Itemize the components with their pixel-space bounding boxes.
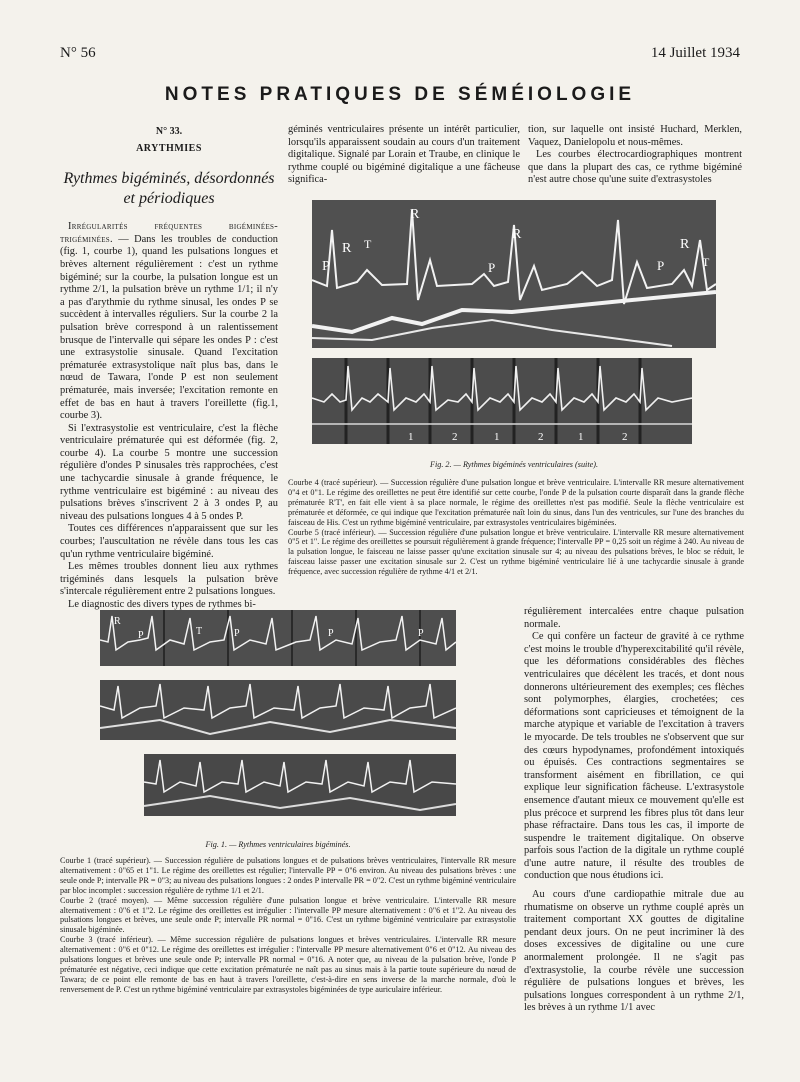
figure-2-lower-trace — [312, 358, 692, 444]
legend-entry: Courbe 4 (tracé supérieur). — Succession régulière d'une pulsation longue et brève ventriculaire. L'intervalle RR mesure alternativement 0"4 et 0"1. Le régime des oreillettes ne peut être identifié sur cette courbe, l'onde P de la pulsation courte disparaît dans la grande flèche prématurée R'T', en fait elle vient à sa place normale, le régime des oreillettes n'est pas modifié. Seule la flèche ventriculaire est prématurée et déformée, ce qui indique que l'excitation prématurée naît loin du sinus, dans l'un des ventricules, sur l'une des branches du faisceau de His. C'est un rythme bigéminé ventriculaire, par extrasystoles ventriculaires bigéminées. — [288, 478, 744, 527]
column-2 — [288, 124, 520, 187]
section-title: ARYTHMIES — [136, 142, 202, 154]
wave-label: T — [196, 626, 203, 637]
paragraph: Au cours d'une cardiopathie mitrale due au rhumatisme on observe un rythme couplé après un traitement comportant XX gouttes de digitaline pendant deux jours. On ne peut incriminer là des doses excessives de digitaline ou une cure anormalement prolongée. Il ne s'agit pas d'extrasystolie, la courbe révèle une succession régulière de pulsations longues et brèves, les pulsations longues correspondent à un rythme 2/1, les brèves à un rythme 1/1 avec — [524, 889, 744, 1014]
column-1 — [60, 124, 278, 612]
figure-1-caption: Fig. 1. — Rythmes ventriculaires bigéminés. — [205, 840, 351, 849]
paragraph: Les courbes électrocardiographiques montrent que dans la plupart des cas, ce rythme bigéminé n'est autre chose qu'une suite d'extrasystoles — [528, 149, 742, 186]
wave-label: P — [657, 258, 665, 273]
figure-1-legend — [60, 856, 516, 995]
issue-number: N° 56 — [60, 45, 96, 61]
wave-label: R — [512, 227, 522, 242]
paragraph: géminés ventriculaires présente un intérêt particulier, lorsqu'ils apparaissent soudain au cours d'un traitement digitalique. Signalé par Lorain et Traube, en clinique le rythme couplé ou bigéminé digitalique a une fâcheuse significa- — [288, 124, 520, 186]
legend-entry: Courbe 1 (tracé supérieur). — Succession régulière de pulsations longues et de pulsations brèves ventriculaires, l'intervalle RR mesure alternativement : 0"65 et 1"1. Le régime des oreillettes est régulier; l'intervalle PP = 0"6 environ. Au niveau des pulsations brèves : une seule onde P; intervalle PR = 0"3; au niveau des pulsations longues : 2 ondes P intervalle PR = 0"2. C'est un rythme bigéminé ventriculaire par bloc incomplet : succession régulière de rythme 1/1 et 2/1. — [60, 856, 516, 895]
wave-label: T — [702, 255, 710, 269]
column-4 — [524, 606, 744, 1015]
legend-entry: Courbe 3 (tracé inférieur). — Même succession régulière de pulsations longues et brèves ventriculaires. L'intervalle RR mesure alternativement : 0"6 et 0"12. Le régime des oreillettes est irrégulier : l'intervalle PP mesure alternativement 0"6 et 0"12. Au niveau des pulsations longues et brèves une seule onde P; intervalle PR normal = 0"16. A noter que, au niveau de la pulsation brève, l'onde P prématurée est négative, ceci indique que cette excitation prématurée ne naît pas au sinus mais à la partie toute supérieure du nœud de Tawara; de ce point elle remonte de bas en haut à travers l'oreillette, c'est-à-dire en sens inverse de la marche normale, d'où le renversement de P. C'est un rythme bigéminé ventriculaire par extrasystoles bigéminées de type auriculaire inférieur. — [60, 935, 516, 994]
strip-label: 2 — [452, 431, 458, 443]
wave-label: P — [234, 628, 240, 639]
paragraph: Si l'extrasystolie est ventriculaire, c'est la flèche ventriculaire prématurée qui est déformée (fig. 2, courbe 4). La courbe 5 montre une succession régulière d'ondes P sinusales très rapprochées, c'est une tachycardie sinusale à grande fréquence, le rythme ventriculaire est bigéminé : au niveau des pulsations brèves s'inscrivent 2 à 3 ondes P, au niveau des pulsations longues 4 à 5 ondes P. — [60, 422, 278, 522]
legend-entry: Courbe 2 (tracé moyen). — Même succession régulière d'une pulsation longue et brève ventriculaire. L'intervalle RR mesure alternativement : 0"6 et 1"2. Le régime des oreillettes est irrégulier : l'intervalle PP mesure alternativement : 0"6 et 1"2. Au niveau des pulsations longues et brèves, une seule onde P; intervalle PR normal = 0"16. C'est un rythme bigéminé ventriculaire par extrasystolie sinusale bigéminée. — [60, 895, 516, 935]
figure-1-image — [100, 610, 456, 820]
column-3 — [528, 124, 742, 187]
figure-2-legend — [288, 478, 744, 577]
strip-label: 1 — [494, 431, 500, 443]
ecg-trace-5 — [312, 358, 692, 444]
ecg-trace-4 — [312, 200, 716, 348]
article-subtitle: Rythmes bigéminés, désordonnés et périodiques — [63, 170, 275, 208]
strip-label: 1 — [578, 431, 584, 443]
strip-label: 1 — [408, 431, 414, 443]
paragraph: — Dans les troubles de conduction (fig. 1, courbe 1), quand les pulsations longues et brèves alternent régulièrement : c'est un rythme bigéminé; sur la courbe, la pulsation longue est un rythme 2/1, la pulsation brève un rythme 1/1; il n'y a pas d'arythmie du rythme sinusal, les ondes P se succèdent à intervalles réguliers. Sur la courbe 2 la pulsation brève correspond à un ralentissement brusque de l'intervalle qui sépare les ondes P : c'est une extrasystolie sinusale. Quand l'excitation prématurée extrasystolique naît plus bas, dans le nœud de Tawara, l'onde P est non seulement prématurée, mais inversée; l'excitation remonte en effet de bas en haut à travers l'oreillette (fig.1, courbe 3). — [60, 233, 278, 422]
paragraph: Toutes ces différences n'apparaissent que sur les courbes; l'auscultation ne révèle dans tous les cas qu'un rythme ventriculaire bigéminé. — [60, 523, 278, 560]
paragraph-lead: Irrégularités fréquentes bigéminées-trigéminées. — [60, 221, 278, 245]
page-title: NOTES PRATIQUES DE SÉMÉIOLOGIE — [164, 84, 636, 105]
figure-2-caption: Fig. 2. — Rythmes bigéminés ventriculaires (suite). — [429, 460, 599, 469]
strip-label: 2 — [538, 431, 544, 443]
wave-label: R — [114, 616, 121, 627]
wave-label: P — [488, 260, 496, 275]
issue-date: 14 Juillet 1934 — [650, 45, 740, 61]
wave-label: P — [418, 628, 424, 639]
paragraph: Le diagnostic des divers types de rythmes bi- — [68, 599, 256, 610]
wave-label: P — [322, 259, 330, 274]
wave-label: P — [138, 630, 144, 641]
figure-2-upper-trace — [312, 200, 716, 348]
ecg-traces-1-2-3 — [100, 610, 456, 820]
wave-label: T — [364, 237, 372, 251]
wave-label: R — [342, 241, 352, 256]
paragraph: tion, sur laquelle ont insisté Huchard, Merklen, Vaquez, Danielopolu et nous-mêmes. — [528, 124, 742, 148]
paragraph: Les mêmes troubles donnent lieu aux rythmes trigéminés dans lesquels la pulsation brève s'intercale régulièrement entre 2 pulsations longues. — [60, 561, 278, 598]
wave-label: R — [680, 237, 690, 252]
strip-label: 2 — [622, 431, 628, 443]
wave-label: R — [410, 207, 420, 222]
paragraph: régulièrement intercalées entre chaque pulsation normale. — [524, 606, 744, 630]
wave-label: P — [328, 628, 334, 639]
legend-entry: Courbe 5 (tracé inférieur). — Succession régulière d'une pulsation longue et brève ventriculaire. L'intervalle RR mesure alternativement 0"5 et 1". Le régime des oreillettes se poursuit régulièrement à grande fréquence; l'intervalle PP = 0,25 soit un régime à 240. Au niveau de la pulsation longue, le faisceau ne laisse passer qu'une excitation sinusale sur 4; au niveau des pulsations brèves, le bloc se réduit, le faisceau laisse passer une excitation sinusale sur 2. C'est un rythme bigéminé ventriculaire lié à une tachycardie sinusale à grande fréquence, avec succession régulière de rythme 4/1 et 2/1. — [288, 527, 744, 577]
note-number: N° 33. — [155, 126, 183, 137]
paragraph: Ce qui confère un facteur de gravité à ce rythme c'est moins le trouble d'hyperexcitabilité qu'il révèle, que les déformations considérables des flèches ventriculaires que décèlent les tracés, et dont nous donnerons ultérieurement des exemples; ces flèches sont polymorphes, élargies, crochetées; ces déformations sont capricieuses et témoignent de la marche atypique et variable de l'excitation à travers le myocarde. De tels troubles ne s'observent que sur des cœurs hypodynames, profondément intoxiqués ou épuisés. Ces contractions segmentaires se transforment aisément en fibrillation, ce qui explique leur signification fâcheuse. L'extrasystole ensemence d'autant mieux ce mouvement qu'elle est plus précoce et surprend les fibres plus tôt dans leur phase réfractaire. Dans tous les cas, il importe de suspendre le traitement digitalique. On observe parfois sous l'action de la digitale un rythme couplé d'une autre nature, il résulte des troubles de conduction que nous étudions ici. — [524, 631, 744, 882]
